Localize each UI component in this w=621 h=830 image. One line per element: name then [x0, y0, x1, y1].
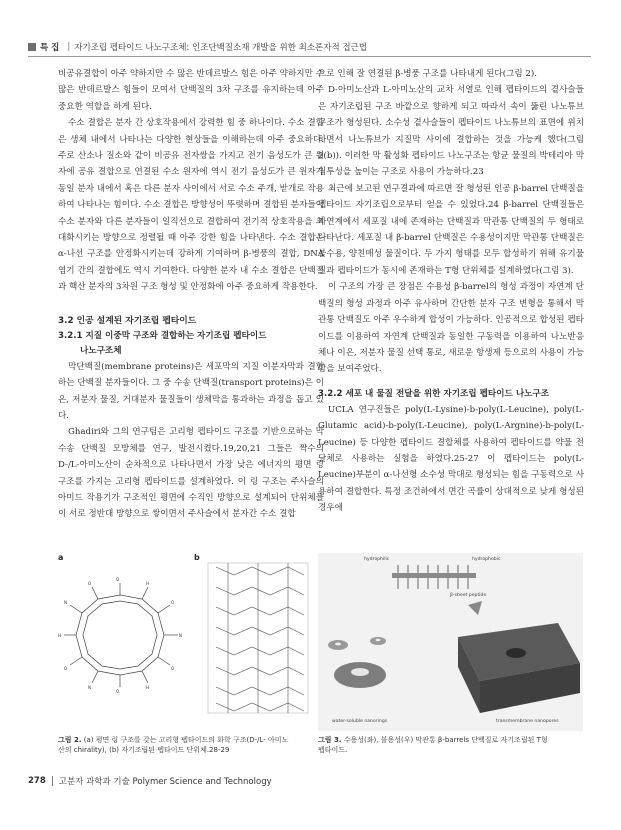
- page-footer: [28, 775, 272, 787]
- section-heading-3-2: 3.2 인공 설계된 자기조립 펩타이드: [58, 315, 197, 326]
- figure-2-caption-line1: (a) 평면 링 구조를 갖는 고리형 펩타이드의 화학 구조(D-/L- 아미노: [81, 736, 289, 744]
- journal-name: 고분자 과학과 기술 Polymer Science and Technology: [58, 777, 272, 787]
- header-section-mark: 특 집: [40, 43, 60, 53]
- left-column: [58, 66, 324, 523]
- figure-3-caption: [318, 735, 583, 755]
- svg-text:N: N: [64, 600, 67, 605]
- figure-3: [318, 553, 583, 754]
- svg-text:N: N: [88, 685, 91, 690]
- figure-2-label-a: a: [58, 553, 64, 562]
- figure-2-graphic: [58, 553, 316, 731]
- header-divider: |: [67, 42, 71, 52]
- hydrophilic-label: hydrophilic: [364, 557, 390, 562]
- right-paragraph-3: 최근에 보고된 연구결과에 따르면 잘 형성된 인공 β-barrel 단백질을 펩타이드 자기조립으로부터 얻을 수 있었다.24 β-barrel 단백질들은 자연계에서 세포질 내에 존재하는 단백질과 막관통 단백질의 두 형태로 나타난다. 세포질 내 β-barrel 단백질은 수용성이지만 막관통 단백질은 불수용, 양친매성 물질이다. 두 가지 형태를 모두 합성하기 위해 유기물질과 펩타이드가 동시에 존재하는 T형 단위체를 설계하였다(그림 3).: [318, 183, 584, 276]
- svg-text:O: O: [171, 600, 175, 605]
- left-paragraph-2: 수소 결합은 분자 간 상호작용에서 강력한 힘 중 하나이다. 수소 결합은 생체 내에서 나타나는 다양한 현상들을 이해하는데 아주 중요하다. 주로 산소나 질소와 같이 비공유 전자쌍을 가지고 전기 음성도가 큰 원자에 공유 결합으로 연결된 수소 원자에 역시 전기 음성도가 큰 원자가 동일 분자 내에서 혹은 다른 분자 사이에서 서로 수소 주개, 받개로 작용하여 나타나는 힘이다. 수소 결합은 방향성이 뚜렷하며 결합된 분자들이 수소 분자와 다른 분자들이 일직선으로 결합하여 전기적 상호작용을 최대화시키는 방향으로 정렬될 때 아주 강한 힘을 나타낸다. 수소 결합은 α-나선 구조를 안정화시키는데 강하게 기여하며 β-병풍의 결합, DNA 염기 간의 결합에도 역시 기여한다. 다양한 분자 내 수소 결합은 단백질과 핵산 분자의 3차원 구조 형성 및 안정화에 아주 중요하게 작용한다.: [58, 118, 324, 293]
- water-soluble-nanorings-label: water-soluble nanorings: [332, 719, 388, 724]
- figure-2-label-b: b: [194, 553, 200, 562]
- cyclic-peptide-structure: [64, 583, 178, 687]
- svg-text:O: O: [116, 689, 120, 694]
- left-paragraph-3: 막단백질(membrane proteins)은 세포막의 지질 이분자막과 결합하는 단백질 분자들이다. 그 중 수송 단백질(transport proteins)은 이온, 저분자 물질, 거대분자 물질들이 생체막을 통과하는 과정을 돕고 있다.: [58, 361, 324, 421]
- svg-text:O: O: [116, 577, 120, 582]
- beta-sheet-peptide-label: β-sheet peptide: [450, 593, 487, 598]
- svg-text:O: O: [88, 581, 92, 586]
- stacked-nanotube-structure: [208, 563, 308, 713]
- svg-text:N: N: [179, 633, 182, 638]
- figure-2-caption-label: 그림 2.: [58, 736, 82, 744]
- page-number: 278: [28, 776, 46, 786]
- subsection-heading-line1: 3.2.1 지질 이중막 구조와 결합하는 자기조립 펩타이드: [58, 330, 267, 341]
- subsection-heading-3-2-2: 3.2.2 세포 내 물질 전달을 위한 자기조립 펩타이드 나노구조: [318, 388, 550, 399]
- svg-text:H: H: [146, 685, 150, 690]
- figure-2: [58, 553, 316, 754]
- figure-3-caption-label: 그림 3.: [318, 736, 342, 744]
- right-paragraph-4: 이 구조의 가장 큰 장점은 수용성 β-barrel의 형성 과정이 자연계 단백질의 형성 과정과 아주 유사하며 간단한 분자 구조 변형을 통해서 막관통 단백질도 아주 우수하게 합성이 가능하다. 인공적으로 합성된 펩타이드를 이용하여 자연계 단백질과 동일한 구동력을 이용하여 나노반응체나 이온, 저분자 물질 선택 통로, 새로운 항생제 등으로의 사용이 가능함을 보여주었다.: [318, 282, 584, 375]
- figure-2-caption-line2: 산의 chirality), (b) 자기조립된 펩타이드 단위체.28-29: [58, 746, 230, 754]
- right-column: [318, 66, 584, 517]
- left-paragraph-4: Ghadiri와 그의 연구팀은 고리형 펩타이드 구조를 기반으로하는 막 수송 단백질 모방체를 연구, 발전시켰다.19,20,21 그들은 짝수의 D-/L-아미노산이 순차적으로 나타나면서 가장 낮은 에너지의 평면 링 구조를 가지는 고리형 펩타이드를 설계하였다. 이 링 구조는 주사슬의 아미드 작용기가 구조적인 평면에 수직인 방향으로 설계되어 단위체들이 서로 정반대 방향으로 쌓이면서 주사슬에서 분자간 수소 결합: [58, 427, 324, 520]
- svg-text:O: O: [171, 666, 175, 671]
- hydrophobic-label: hydrophobic: [472, 557, 501, 562]
- header-rule: [28, 56, 591, 57]
- svg-text:H: H: [146, 581, 150, 586]
- transmembrane-nanopores-label: transmembrane nanopores: [496, 719, 559, 724]
- header-square-icon: [28, 43, 36, 51]
- figure-3-caption-line2: 펩타이드.: [318, 746, 348, 754]
- svg-text:O: O: [64, 666, 68, 671]
- figure-3-graphic: [318, 553, 583, 731]
- right-paragraph-1: 으로 인해 잘 연결된 β-병풍 구조를 나타내게 된다(그림 2).: [318, 69, 537, 79]
- figure-3-caption-line1: 수용성(좌), 불용성(우) 막관통 β-barrels 단백질로 자기조립된 T형: [341, 736, 548, 744]
- footer-divider: [52, 776, 53, 786]
- figure-2-caption: [58, 735, 316, 755]
- running-header: [28, 40, 591, 54]
- left-paragraph-1: 비공유결합이 아주 약하지만 수 많은 반데르발스 힘은 아주 약하지만 수 많은 반데르발스 힘들이 모여서 단백질의 3차 구조를 유지하는데 아주 중요한 역할을 하게 된다.: [58, 69, 324, 112]
- subsection-heading-line2: 나노구조체: [80, 345, 122, 356]
- right-paragraph-2: D-아미노산과 L-아미노산의 교차 서열로 인해 펩타이드의 곁사슬들은 자기조립된 구조 바깥으로 향하게 되고 따라서 속이 뚫린 나노튜브 구조가 형성된다. 소수성 곁사슬들이 펩타이드 나노튜브의 표면에 위치하면서 나노튜브가 지질막 사이에 결합하는 것을 가능케 했다(그림 2(b)). 이러한 막 활성화 펩타이드 나노구조는 항균 물질의 박테리아 막 침투성을 높이는 구조로 사용이 가능하다.23: [318, 85, 584, 178]
- header-title: 자기조립 펩타이드 나노구조체: 인조단백질소재 개발을 위한 최소론자적 접근법: [74, 43, 368, 53]
- svg-text:H: H: [58, 633, 62, 638]
- subsection-heading-3-2-1: [58, 329, 324, 359]
- right-paragraph-5: UCLA 연구진들은 poly(L-Lysine)-b-poly(L-Leucine), poly(L-Glutamic acid)-b-poly(L-Leucine), poly(L-Argnine)-b-poly(L-Leucine) 등 다양한 펩타이드 결합체를 사용하여 펩타이드를 약물 전달체로 사용하는 실험을 하였다.25-27 이 펩타이드는 poly(L-Leucine)부분이 α-나선형 소수성 막대로 형성되는 힘을 구동력으로 사용하여 결합한다. 특정 조건하에서 면간 곡률이 상대적으로 낮게 형성된 경우에: [318, 404, 584, 514]
